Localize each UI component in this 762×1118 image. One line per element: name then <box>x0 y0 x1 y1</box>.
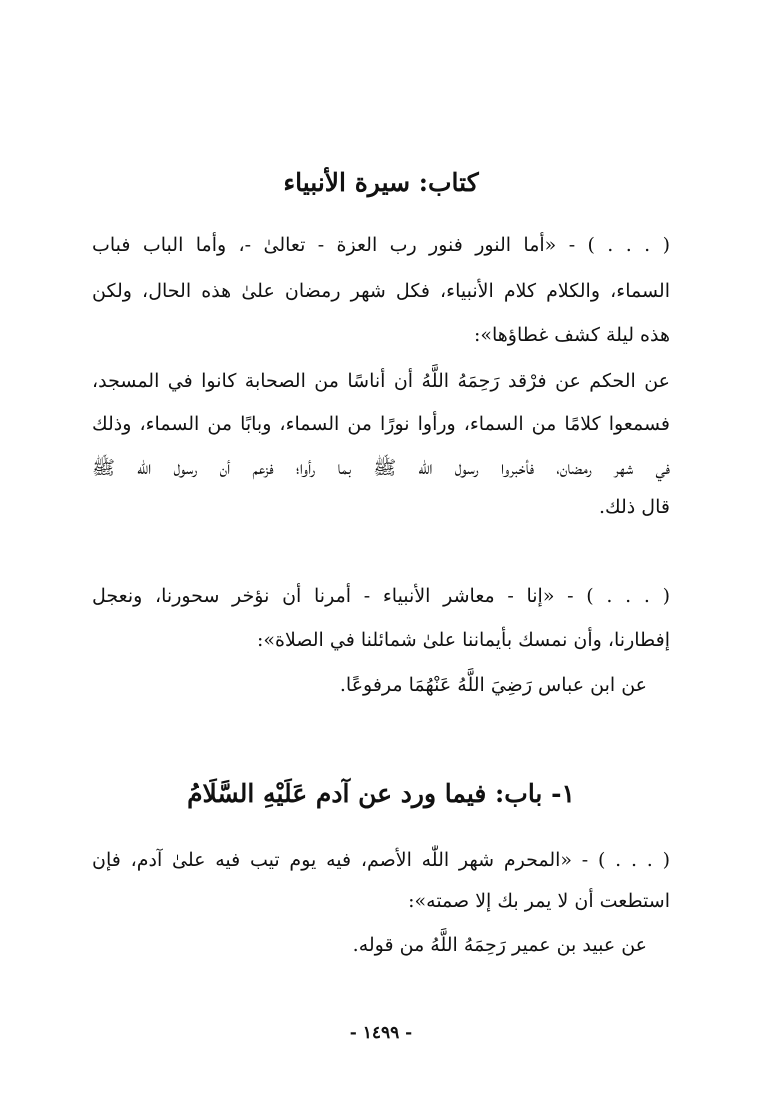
hadith-2-source-line-1: عن ابن عباس رَضِيَ اللَّهُ عَنْهُمَا مرفوعًا. <box>339 674 647 696</box>
hadith-1-source-line-3: في شهر رمضان، فأخبروا رسول اللّٰه ﷺ بما رأوا؛ فزعم أن رسول اللّٰه ﷺ <box>92 457 670 479</box>
hadith-1-source-line-4: قال ذلك. <box>598 496 670 518</box>
hadith-2-text-line-1: ( . . . ) - «إنا - معاشر الأنبياء - أمرنا أن نؤخر سحورنا، ونعجل <box>92 585 670 607</box>
chapter-heading: ١- باب: فيما ورد عن آدم عَلَيْهِ السَّلَامُ <box>187 779 575 808</box>
hadith-1-source-line-2: فسمعوا كلامًا من السماء، ورأوا نورًا من السماء، وبابًا من السماء، وذلك <box>92 413 670 435</box>
page-number: - ١٤٩٩ - <box>349 1023 413 1043</box>
hadith-1-source-line-1: عن الحكم عن فرْقد رَحِمَهُ اللَّهُ أن أناسًا من الصحابة كانوا في المسجد، <box>92 370 670 392</box>
hadith-1-text-line-2: السماء، والكلام كلام الأنبياء، فكل شهر رمضان علىٰ هذه الحال، ولكن <box>92 280 670 302</box>
hadith-2-text-line-2: إفطارنا، وأن نمسك بأيماننا علىٰ شمائلنا في الصلاة»: <box>256 629 670 651</box>
hadith-3-text-line-1: ( . . . ) - «المحرم شهر اللّٰه الأصم، فيه يوم تيب فيه علىٰ آدم، فإن <box>92 849 670 871</box>
hadith-3-text-line-2: استطعت أن لا يمر بك إلا صمته»: <box>408 890 670 912</box>
hadith-1-text-line-1: ( . . . ) - «أما النور فنور رب العزة - تعالىٰ -، وأما الباب فباب <box>92 234 670 256</box>
hadith-3-source-line-1: عن عبيد بن عمير رَحِمَهُ اللَّهُ من قوله. <box>352 934 647 956</box>
hadith-1-text-line-3: هذه ليلة كشف غطاؤها»: <box>473 324 670 346</box>
book-title: كتاب: سيرة الأنبياء <box>283 168 479 197</box>
